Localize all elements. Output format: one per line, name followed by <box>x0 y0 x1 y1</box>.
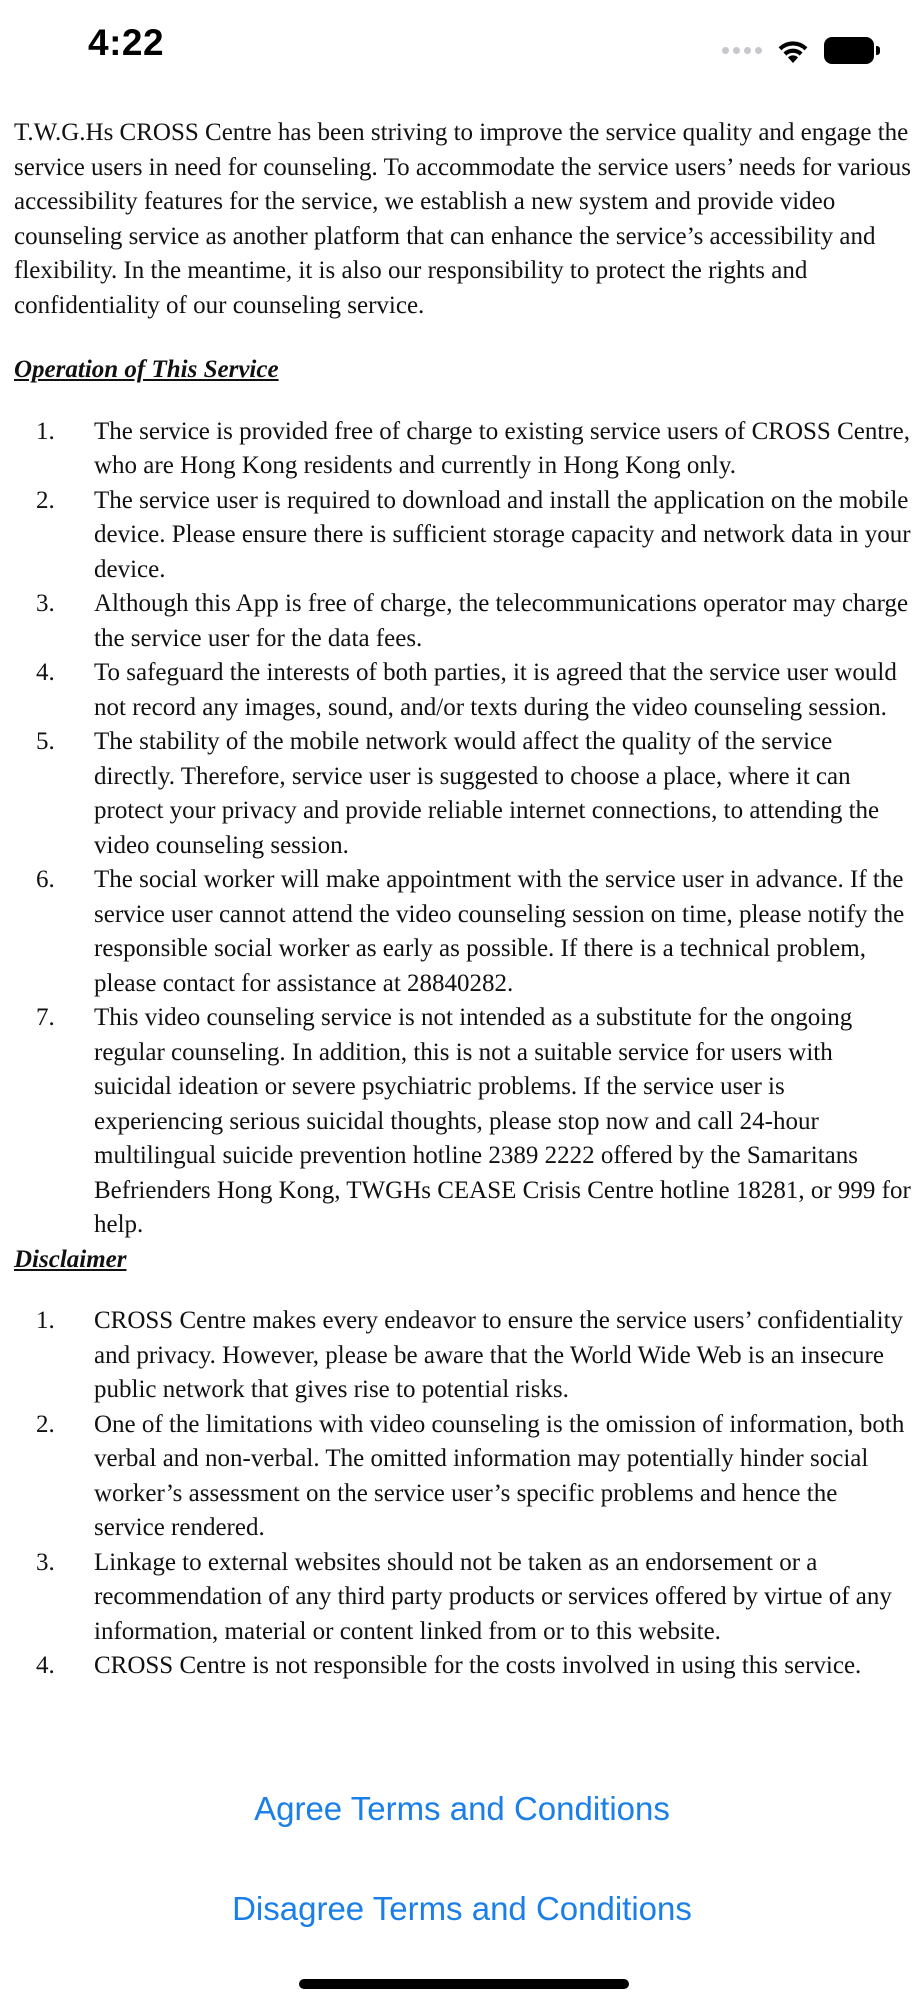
list-text: The stability of the mobile network would affect the quality of the service directly. Therefore, service user is suggested to choose a place, where it can protect your privacy and provide reliable internet connections, to attending the video counseling session. <box>94 728 880 859</box>
list-item <box>14 1304 914 1408</box>
list-item <box>14 725 914 863</box>
list-number: 7. <box>36 1004 55 1031</box>
list-text: To safeguard the interests of both parties, it is agreed that the service user would not record any images, sound, and/or texts during the video counseling session. <box>94 659 897 721</box>
disclaimer-list <box>14 1304 914 1684</box>
agree-terms-button[interactable]: Agree Terms and Conditions <box>0 1784 924 1834</box>
status-time: 4:22 <box>88 22 165 63</box>
list-item <box>14 415 914 484</box>
list-item <box>14 1408 914 1546</box>
list-item <box>14 587 914 656</box>
list-item <box>14 484 914 588</box>
list-number: 1. <box>36 417 55 445</box>
signal-dots-icon <box>722 47 762 54</box>
list-number: 6. <box>36 866 55 893</box>
terms-content[interactable] <box>0 116 924 1748</box>
intro-paragraph: T.W.G.Hs CROSS Centre has been striving to improve the service quality and engage the service users in need for counseling. To accommodate the service users’ needs for various accessibility features for the service, we establish a new system and provide video counseling service as another platform that can enhance the service’s accessibility and flexibility. In the meantime, it is also our responsibility to protect the rights and confidentiality of our counseling service. <box>14 119 912 319</box>
list-item <box>14 1001 914 1243</box>
home-indicator[interactable] <box>299 1979 629 1989</box>
list-number: 2. <box>36 486 55 514</box>
list-number: 3. <box>36 590 55 617</box>
list-text: The service user is required to download and install the application on the mobile device. Please ensure there is sufficient storage capacity and network data in your device. <box>94 486 911 583</box>
list-item <box>14 863 914 1001</box>
list-text: The social worker will make appointment with the service user in advance. If the service user cannot attend the video counseling session on time, please notify the responsible social worker as early as possible. If there is a technical problem, please contact for assistance at 28840282. <box>94 866 905 997</box>
list-item <box>14 656 914 725</box>
disclaimer-heading: Disclaimer <box>14 1245 127 1273</box>
list-number: 2. <box>36 1410 55 1438</box>
list-item <box>14 1546 914 1650</box>
disagree-terms-button[interactable]: Disagree Terms and Conditions <box>0 1884 924 1934</box>
battery-icon <box>824 37 880 64</box>
list-number: 4. <box>36 1652 55 1679</box>
wifi-icon <box>776 37 810 63</box>
list-text: Linkage to external websites should not be taken as an endorsement or a recommendation of any third party products or services offered by virtue of any information, material or content linked from or to this website. <box>94 1548 892 1645</box>
status-bar <box>0 0 924 100</box>
list-number: 4. <box>36 659 55 686</box>
list-text: This video counseling service is not intended as a substitute for the ongoing regular counseling. In addition, this is not a suitable service for users with suicidal ideation or severe psychiatric problems. If the service user is experiencing serious suicidal thoughts, please stop now and call 24-hour multilingual suicide prevention hotline 2389 2222 offered by the Samaritans Befrienders Hong Kong, TWGHs CEASE Crisis Centre hotline 18281, or 999 for help. <box>94 1004 911 1238</box>
list-text: The service is provided free of charge to existing service users of CROSS Centre, who are Hong Kong residents and currently in Hong Kong only. <box>94 417 910 479</box>
list-text: CROSS Centre is not responsible for the costs involved in using this service. <box>94 1652 862 1679</box>
operation-heading: Operation of This Service <box>14 356 279 383</box>
list-item <box>14 1649 914 1684</box>
list-number: 3. <box>36 1548 55 1576</box>
operation-list <box>14 415 914 1243</box>
status-icons <box>722 34 880 66</box>
list-text: Although this App is free of charge, the telecommunications operator may charge the service user for the data fees. <box>94 590 909 652</box>
list-number: 5. <box>36 728 55 755</box>
list-number: 1. <box>36 1307 55 1334</box>
list-text: CROSS Centre makes every endeavor to ensure the service users’ confidentiality and privacy. However, please be aware that the World Wide Web is an insecure public network that gives rise to potential risks. <box>94 1307 904 1403</box>
list-text: One of the limitations with video counseling is the omission of information, both verbal and non-verbal. The omitted information may potentially hinder social worker’s assessment on the service user’s specific problems and hence the service rendered. <box>94 1410 905 1541</box>
